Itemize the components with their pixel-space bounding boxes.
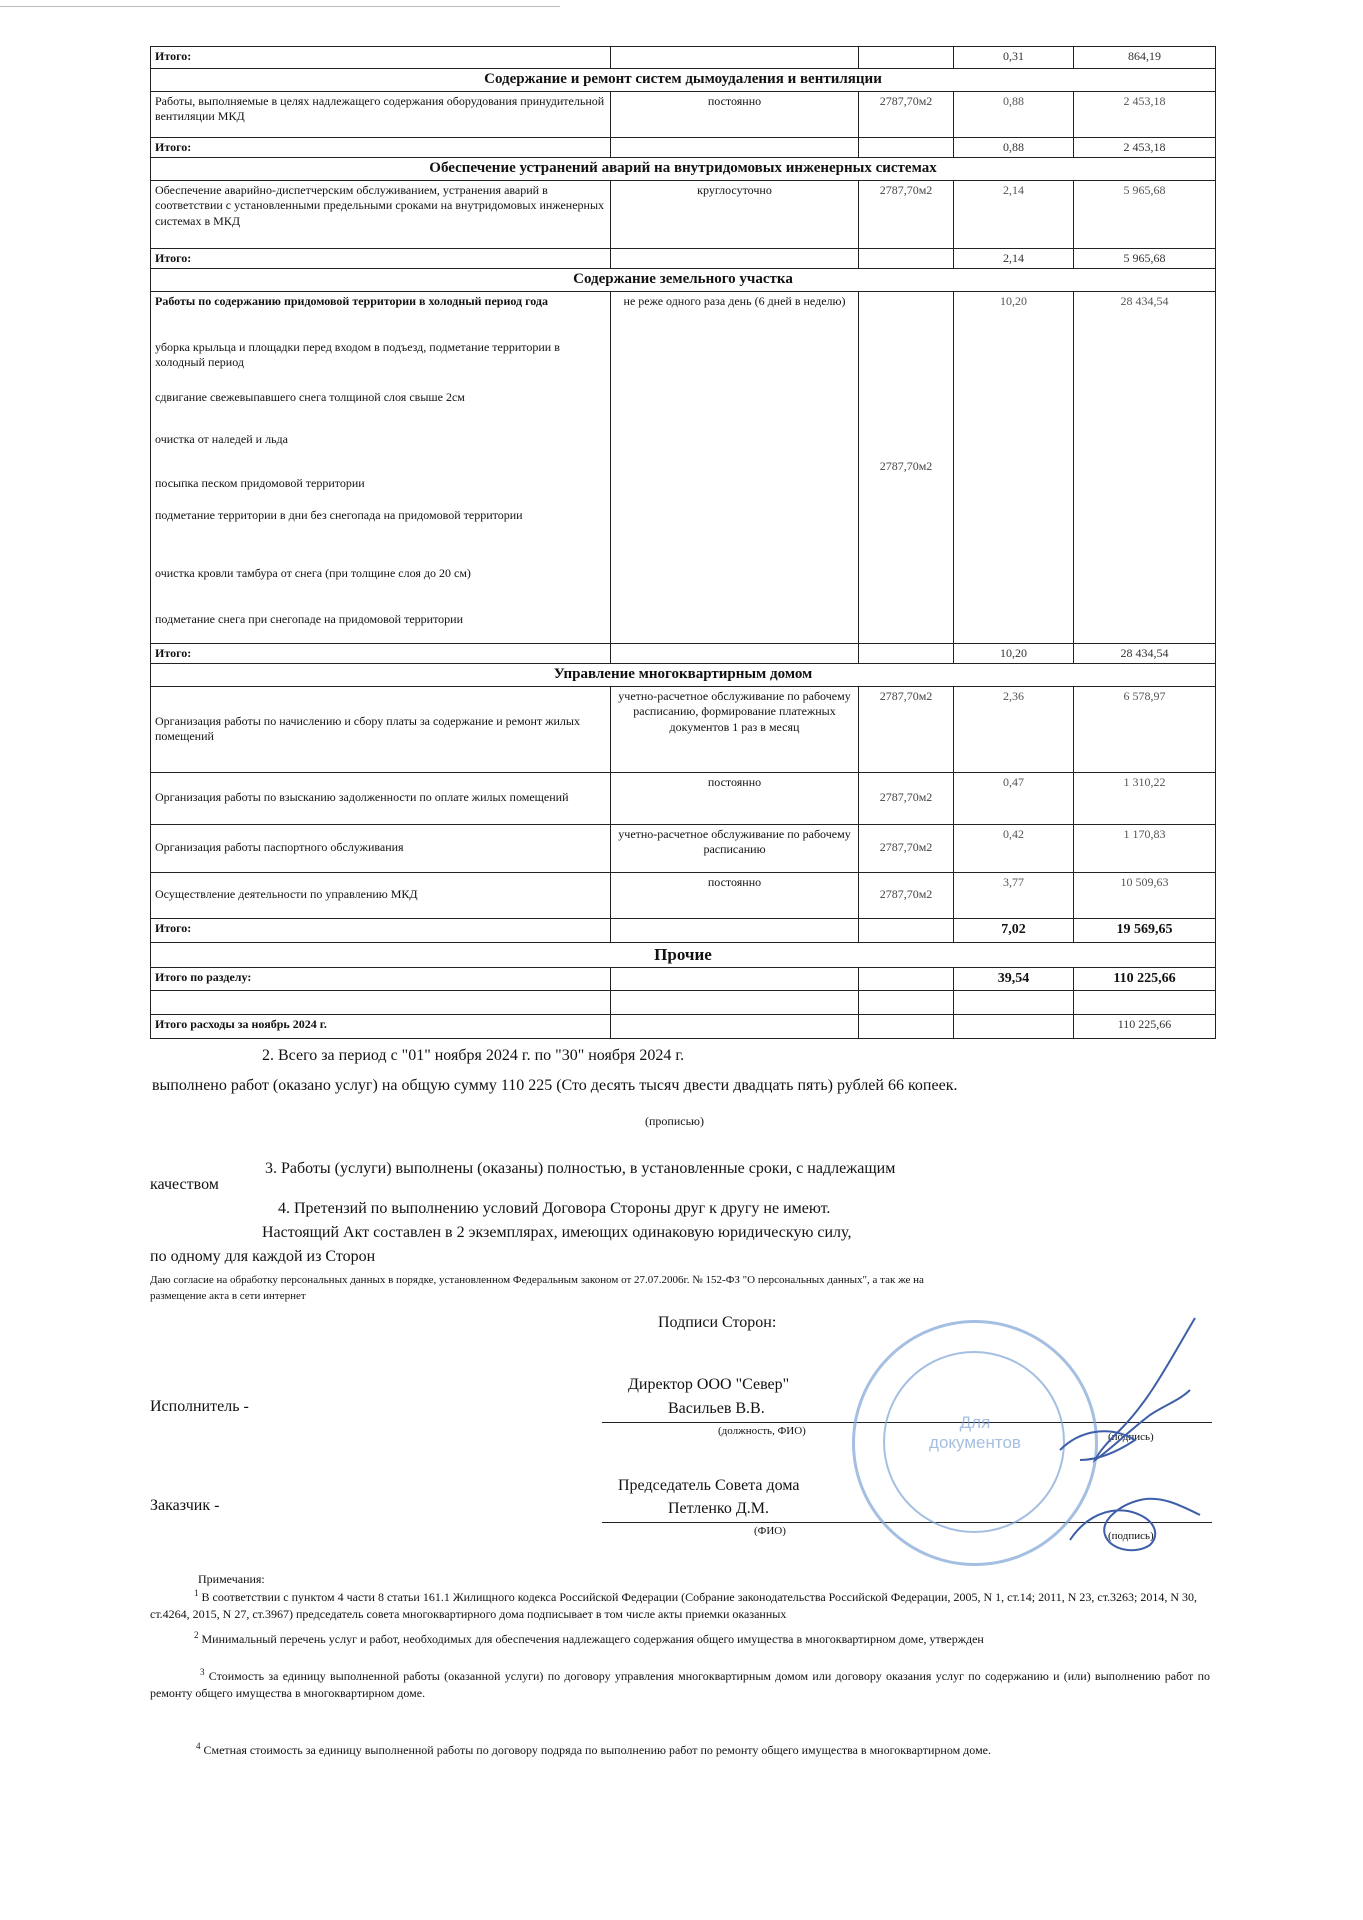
section-header — [151, 158, 1216, 181]
period-cell: постоянно — [611, 91, 859, 137]
period-cell: учетно-расчетное обслуживание по рабочему расписанию — [611, 824, 859, 872]
land-item: подметание территории в дни без снегопада на придомовой территории — [155, 507, 523, 522]
period-cell: круглосуточно — [611, 180, 859, 248]
land-item: посыпка песком придомовой территории — [155, 475, 365, 490]
signatures-heading: Подписи Сторон: — [658, 1314, 777, 1331]
work-cell: Осуществление деятельности по управлению МКД — [151, 872, 611, 918]
total-sum: 110 225,66 — [1074, 967, 1216, 990]
executor-position: Директор ООО "Север" — [628, 1376, 790, 1393]
propisyu-caption: (прописью) — [645, 1114, 705, 1128]
table-row — [151, 686, 1216, 772]
total-rate: 10,20 — [954, 643, 1074, 664]
sum-cell: 1 310,22 — [1074, 772, 1216, 824]
section-header — [151, 942, 1216, 967]
customer-sign-caption: (подпись) — [1108, 1530, 1154, 1542]
sum-cell: 10 509,63 — [1074, 872, 1216, 918]
work-cell: Организация работы паспортного обслуживания — [151, 824, 611, 872]
table-row-total — [151, 47, 1216, 69]
land-item: уборка крыльца и площадки перед входом в подъезд, подметание территории в холодный период — [155, 339, 560, 370]
section-title-other: Прочие — [151, 942, 1216, 967]
sum-cell: 5 965,68 — [1074, 180, 1216, 248]
total-sum: 28 434,54 — [1074, 643, 1216, 664]
table-row-total-section — [151, 967, 1216, 990]
sum-cell: 6 578,97 — [1074, 686, 1216, 772]
area-cell: 2787,70м2 — [859, 772, 954, 824]
note-4-text: Сметная стоимость за единицу выполненной работы по договору подряда по выполнению работ по ремонту общего имущества в многоквартирном доме. — [203, 1743, 991, 1757]
customer-name: Петленко Д.М. — [668, 1500, 769, 1517]
note-3-marker: 3 — [200, 1667, 205, 1677]
land-item: очистка кровли тамбура от снега (при толщине слоя до 20 см) — [155, 565, 471, 580]
rate-cell: 2,14 — [954, 180, 1074, 248]
table-row — [151, 91, 1216, 137]
total-label: Итого: — [151, 643, 611, 664]
total-rate: 39,54 — [954, 967, 1074, 990]
note-1-marker: 1 — [194, 1588, 199, 1598]
total-label: Итого: — [151, 137, 611, 158]
customer-position: Председатель Совета дома — [618, 1477, 800, 1494]
area-cell: 2787,70м2 — [859, 824, 954, 872]
total-label: Итого расходы за ноябрь 2024 г. — [151, 1015, 611, 1039]
note-2-text: Минимальный перечень услуг и работ, необходимых для обеспечения надлежащего содержания общего имущества в многоквартирном доме, утвержден — [201, 1632, 984, 1646]
note-1 — [150, 1587, 1210, 1624]
land-item: подметание снега при снегопаде на придомовой территории — [155, 611, 464, 626]
work-cell: Организация работы по начислению и сбору платы за содержание и ремонт жилых помещений — [151, 686, 611, 772]
work-cell: Работы, выполняемые в целях надлежащего содержания оборудования принудительной вентиляции МКД — [151, 91, 611, 137]
section-title-accidents: Обеспечение устранений аварий на внутридомовых инженерных системах — [151, 158, 1216, 181]
rate-cell: 0,42 — [954, 824, 1074, 872]
total-label: Итого по разделу: — [151, 967, 611, 990]
note-4-marker: 4 — [196, 1741, 201, 1751]
table-row — [151, 824, 1216, 872]
executor-name: Васильев В.В. — [668, 1400, 765, 1417]
period-cell: учетно-расчетное обслуживание по рабочему расписанию, формирование платежных документов 1 раз в месяц — [611, 686, 859, 772]
land-item: сдвигание свежевыпавшего снега толщиной слоя свыше 2см — [155, 389, 465, 404]
table-row-total — [151, 918, 1216, 942]
total-rate: 0,31 — [954, 47, 1074, 69]
notes-heading: Примечания: — [198, 1572, 265, 1586]
table-row-total — [151, 643, 1216, 664]
period-cell: не реже одного раза день (6 дней в неделю) — [611, 291, 859, 643]
table-row-empty — [151, 991, 1216, 1015]
paragraph-3-cont: качеством — [150, 1176, 219, 1193]
table-row-total-month — [151, 1015, 1216, 1039]
sum-cell: 2 453,18 — [1074, 91, 1216, 137]
table-row — [151, 872, 1216, 918]
note-2 — [194, 1629, 1214, 1648]
total-sum: 110 225,66 — [1074, 1015, 1216, 1039]
total-rate: 0,88 — [954, 137, 1074, 158]
total-sum: 5 965,68 — [1074, 248, 1216, 269]
section-header — [151, 664, 1216, 687]
paragraph-2: 2. Всего за период с "01" ноября 2024 г. по "30" ноября 2024 г. — [262, 1047, 685, 1064]
section-title-land: Содержание земельного участка — [151, 269, 1216, 292]
note-4 — [196, 1740, 1216, 1759]
note-3 — [150, 1666, 1210, 1703]
table-row — [151, 772, 1216, 824]
total-sum: 19 569,65 — [1074, 918, 1216, 942]
land-item: очистка от наледей и льда — [155, 431, 288, 446]
total-sum: 864,19 — [1074, 47, 1216, 69]
rate-cell: 0,47 — [954, 772, 1074, 824]
rate-cell: 0,88 — [954, 91, 1074, 137]
table-row-land — [151, 291, 1216, 643]
consent-line-2: размещение акта в сети интернет — [150, 1290, 306, 1302]
total-label: Итого: — [151, 47, 611, 69]
area-cell: 2787,70м2 — [859, 686, 954, 772]
customer-label: Заказчик - — [150, 1497, 220, 1514]
table-row-total — [151, 248, 1216, 269]
land-item: Работы по содержанию придомовой территории в холодный период года — [155, 293, 548, 308]
table-row-total — [151, 137, 1216, 158]
note-1-text: В соответствии с пунктом 4 части 8 статьи 161.1 Жилищного кодекса Российской Федерации (Собрание законодательства Российской Федерации, 2005, N 1, ст.14; 2011, N 23, ст.3263; 2014, N 30, ст.4264, 2015, N 27, ст.3967) председатель совета многоквартирного дома подписывает в том числе акты приемки оказанных — [150, 1590, 1198, 1622]
section-header — [151, 69, 1216, 92]
period-cell: постоянно — [611, 772, 859, 824]
note-2-marker: 2 — [194, 1630, 199, 1640]
paragraph-3: 3. Работы (услуги) выполнены (оказаны) полностью, в установленные сроки, с надлежащим — [265, 1160, 896, 1177]
sum-cell: 1 170,83 — [1074, 824, 1216, 872]
land-works-cell — [151, 291, 611, 643]
services-table — [150, 46, 1216, 1039]
customer-caption: (ФИО) — [754, 1525, 786, 1537]
paragraph-5-cont: по одному для каждой из Сторон — [150, 1248, 376, 1265]
paragraph-2-amount: выполнено работ (оказано услуг) на общую сумму 110 225 (Сто десять тысяч двести двадцать пять) рублей 66 копеек. — [152, 1077, 958, 1094]
executor-signature — [1095, 1318, 1195, 1460]
total-rate: 2,14 — [954, 248, 1074, 269]
note-3-text: Стоимость за единицу выполненной работы (оказанной услуги) по договору управления многоквартирным домом или договору оказания услуг по содержанию и (или) выполнению работ по ремонту общего имущества в многоквартирном доме. — [150, 1669, 1210, 1701]
area-cell: 2787,70м2 — [859, 872, 954, 918]
period-cell: постоянно — [611, 872, 859, 918]
section-title-management: Управление многоквартирным домом — [151, 664, 1216, 687]
area-cell: 2787,70м2 — [859, 291, 954, 643]
rate-cell: 10,20 — [954, 291, 1074, 643]
consent-line-1: Даю согласие на обработку персональных данных в порядке, установленном Федеральным законом от 27.07.2006г. № 152-ФЗ "О персональных данных", а так же на — [150, 1274, 924, 1286]
rate-cell: 2,36 — [954, 686, 1074, 772]
total-label: Итого: — [151, 918, 611, 942]
work-cell: Организация работы по взысканию задолженности по оплате жилых помещений — [151, 772, 611, 824]
executor-label: Исполнитель - — [150, 1398, 249, 1415]
executor-sign-caption: (подпись) — [1108, 1431, 1154, 1443]
area-cell: 2787,70м2 — [859, 91, 954, 137]
total-rate: 7,02 — [954, 918, 1074, 942]
table-row — [151, 180, 1216, 248]
work-cell: Обеспечение аварийно-диспетчерским обслуживанием, устранения аварий в соответствии с установленными предельными сроками на внутридомовых инженерных системах в МКД — [151, 180, 611, 248]
scan-edge-line — [0, 6, 560, 7]
section-title-ventilation: Содержание и ремонт систем дымоудаления и вентиляции — [151, 69, 1216, 92]
customer-signature — [1070, 1499, 1200, 1551]
paragraph-5: Настоящий Акт составлен в 2 экземплярах, имеющих одинаковую юридическую силу, — [262, 1224, 852, 1241]
total-label: Итого: — [151, 248, 611, 269]
section-header — [151, 269, 1216, 292]
sum-cell: 28 434,54 — [1074, 291, 1216, 643]
stamp-core-text: Для документов — [929, 1413, 1021, 1453]
rate-cell: 3,77 — [954, 872, 1074, 918]
signature-scribbles — [1040, 1300, 1240, 1560]
area-cell: 2787,70м2 — [859, 180, 954, 248]
total-sum: 2 453,18 — [1074, 137, 1216, 158]
executor-caption: (должность, ФИО) — [718, 1425, 806, 1437]
paragraph-4: 4. Претензий по выполнению условий Договора Стороны друг к другу не имеют. — [278, 1200, 831, 1217]
